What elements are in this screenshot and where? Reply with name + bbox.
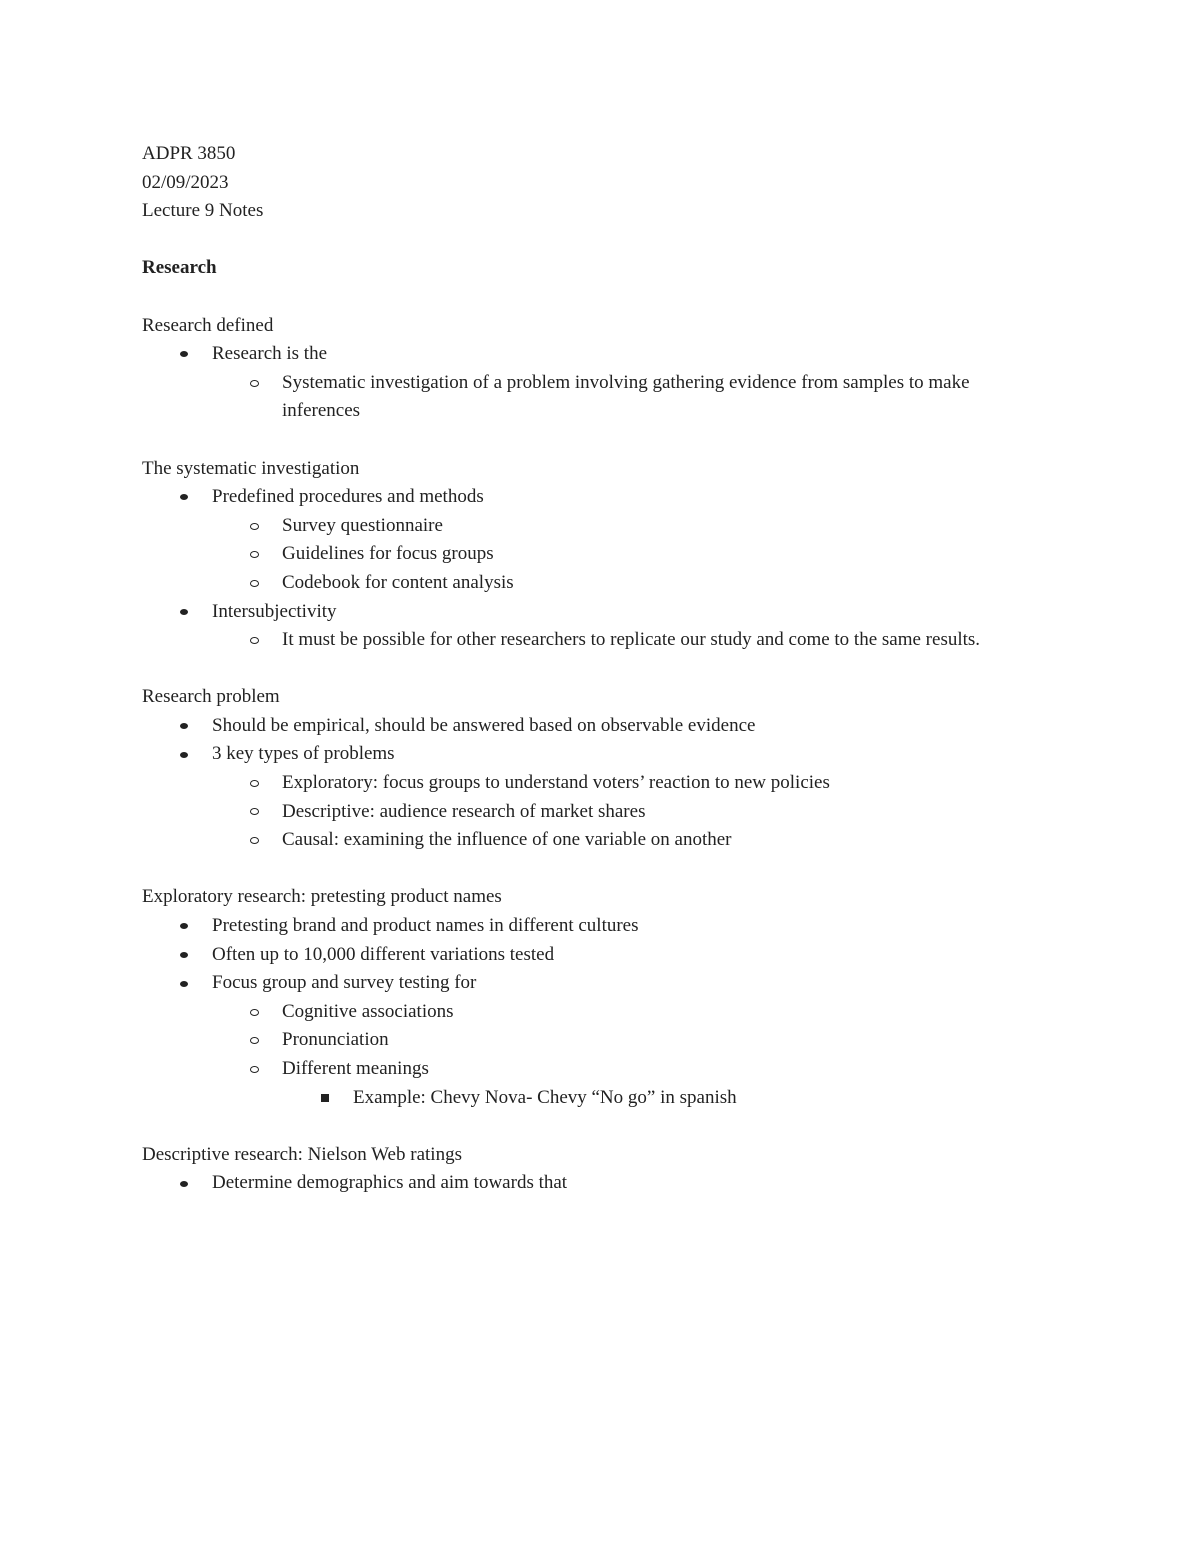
list-item <box>142 1026 1042 1055</box>
list-item <box>142 340 1042 369</box>
list-item-text: Should be empirical, should be answered based on observable evidence <box>212 714 756 736</box>
bullet-square-icon <box>315 1084 335 1113</box>
list-item <box>142 998 1042 1027</box>
spacer <box>142 1112 1042 1141</box>
bullet-list <box>142 1169 1042 1198</box>
section-heading: Research defined <box>142 314 274 336</box>
bullet-disc-icon <box>174 969 194 998</box>
list-item <box>142 826 1042 855</box>
bullet-circle-icon <box>244 1026 264 1055</box>
bullet-disc-icon <box>174 941 194 970</box>
list-item-text: Exploratory: focus groups to understand voters’ reaction to new policies <box>282 772 830 794</box>
bullet-circle-icon <box>244 540 264 569</box>
section-heading: Research problem <box>142 686 280 708</box>
section-heading: Descriptive research: Nielson Web ratings <box>142 1143 462 1165</box>
list-item-text: Different meanings <box>282 1058 429 1079</box>
section-heading: Exploratory research: pretesting product names <box>142 886 502 908</box>
bullet-disc-icon <box>174 340 194 369</box>
bullet-disc-icon <box>174 1169 194 1198</box>
list-item <box>142 512 1042 541</box>
bullet-circle-icon <box>244 826 264 855</box>
course-code: ADPR 3850 <box>142 143 236 164</box>
bullet-disc-icon <box>174 598 194 627</box>
bullet-list <box>142 340 1042 426</box>
bullet-circle-icon <box>244 1055 264 1084</box>
list-item-text: 3 key types of problems <box>212 743 395 765</box>
list-item-text: Systematic investigation of a problem involving gathering evidence from samples to make inferences <box>282 371 970 422</box>
notes-body <box>142 283 1042 1198</box>
list-item <box>142 712 1042 741</box>
list-item-text: Codebook for content analysis <box>282 571 514 593</box>
bullet-list <box>142 483 1042 655</box>
section-heading: The systematic investigation <box>142 457 360 479</box>
list-item-text: Research is the <box>212 343 328 365</box>
list-item <box>142 740 1042 769</box>
list-item <box>142 598 1042 627</box>
list-item <box>142 769 1042 798</box>
bullet-circle-icon <box>244 998 264 1027</box>
list-item <box>142 1084 1042 1113</box>
list-item <box>142 798 1042 827</box>
document-page <box>142 140 1042 1198</box>
list-item-text: Descriptive: audience research of market shares <box>282 800 646 822</box>
spacer <box>142 226 1042 255</box>
bullet-circle-icon <box>244 626 264 655</box>
bullet-circle-icon <box>244 569 264 598</box>
list-item-text: Pronunciation <box>282 1029 389 1051</box>
list-item <box>142 540 1042 569</box>
bullet-disc-icon <box>174 740 194 769</box>
list-item-text: Pretesting brand and product names in different cultures <box>212 915 639 937</box>
bullet-disc-icon <box>174 712 194 741</box>
list-item <box>142 569 1042 598</box>
bullet-circle-icon <box>244 512 264 541</box>
list-item-text: Often up to 10,000 different variations tested <box>212 943 555 965</box>
list-item <box>142 483 1042 512</box>
bullet-disc-icon <box>174 483 194 512</box>
list-item-text: Causal: examining the influence of one variable on another <box>282 829 732 851</box>
spacer <box>142 283 1042 312</box>
list-item <box>142 941 1042 970</box>
list-item-text: Cognitive associations <box>282 1000 454 1022</box>
list-item-text: Focus group and survey testing for <box>212 972 477 994</box>
document-title: Research <box>142 257 217 279</box>
spacer <box>142 426 1042 455</box>
list-item-text: Determine demographics and aim towards that <box>212 1172 568 1194</box>
list-item-text: It must be possible for other researchers to replicate our study and come to the same results. <box>282 629 981 651</box>
list-item <box>142 969 1042 998</box>
list-item-text: Predefined procedures and methods <box>212 486 484 508</box>
bullet-circle-icon <box>244 369 264 398</box>
bullet-disc-icon <box>174 912 194 941</box>
list-item <box>142 626 1042 655</box>
list-item-text: Guidelines for focus groups <box>282 543 494 565</box>
list-item-text: Survey questionnaire <box>282 514 443 536</box>
spacer <box>142 855 1042 884</box>
bullet-circle-icon <box>244 798 264 827</box>
bullet-list <box>142 912 1042 1112</box>
bullet-circle-icon <box>244 769 264 798</box>
bullet-list <box>142 712 1042 855</box>
lecture-label: Lecture 9 Notes <box>142 200 264 222</box>
list-item-text: Intersubjectivity <box>212 600 337 622</box>
list-item <box>142 1169 1042 1198</box>
lecture-date: 02/09/2023 <box>142 171 229 193</box>
list-item <box>142 369 1042 426</box>
list-item <box>142 912 1042 941</box>
list-item <box>142 1055 1042 1084</box>
spacer <box>142 655 1042 684</box>
list-item-text: Example: Chevy Nova- Chevy “No go” in spanish <box>353 1086 737 1108</box>
